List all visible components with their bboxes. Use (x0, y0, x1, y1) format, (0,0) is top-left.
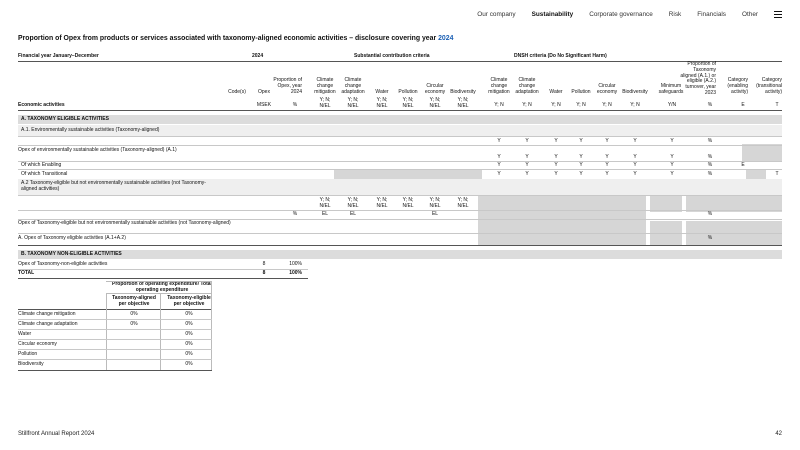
unit-dnsh-2: Y; N (522, 102, 532, 108)
hamburger-menu-icon[interactable] (774, 11, 782, 18)
unit-dnsh-3: Y; N (551, 102, 561, 108)
en-y-3: Y (554, 162, 558, 168)
unit-sc-2: Y; N; N/EL (347, 97, 359, 109)
a1-pct: % (707, 138, 713, 144)
unit-dnsh-1: Y; N (494, 102, 504, 108)
tr-y-6: Y (633, 171, 637, 177)
dnsh-criteria-header: DNSH criteria (Do No Significant Harm) (514, 53, 607, 59)
nav-corporate-governance[interactable]: Corporate governance (589, 11, 653, 18)
summary-row-4-label: Pollution (18, 351, 38, 357)
col-code: Code(s) (228, 89, 246, 95)
a2-opt-1: Y; N; N/EL (319, 197, 331, 209)
col-sc-climate-mitigation: Climate change mitigation (314, 77, 336, 95)
summary-row-3-eligible: 0% (185, 341, 193, 347)
a2-opt-4: Y; N; N/EL (402, 197, 414, 209)
col-proportion-2023: Proportion of Taxonomy aligned (A.1.) or eligible (A.2.) turnover, year 2023 (680, 61, 716, 96)
a1-y-1: Y (497, 138, 501, 144)
a1-y-3: Y (554, 138, 558, 144)
row-opex-eligible-label: Opex of Taxonomy-eligible but not environmentally sustainable activities (not Taxonomy-aligned) (18, 220, 231, 226)
en-y-6: Y (633, 162, 637, 168)
en-e: E (741, 162, 745, 168)
a1t-pct: % (707, 154, 713, 160)
summary-col-eligible: Taxonomy-eligible per objective (167, 295, 211, 307)
col-proportion: Proportion of Opex, year 2024 (273, 77, 302, 95)
a2-opt-6: Y; N; N/EL (457, 197, 469, 209)
unit-sc-3: Y; N; N/EL (376, 97, 388, 109)
section-a2-heading: A.2 Taxonomy-eligible but not environmentally sustainable activities (not Taxonomy-aligned activities) (21, 180, 206, 192)
summary-row-1-label: Climate change adaptation (18, 321, 78, 327)
summary-row-0-eligible: 0% (185, 311, 193, 317)
tr-t: T (775, 171, 779, 177)
tr-y-3: Y (554, 171, 558, 177)
tr-y-4: Y (579, 171, 583, 177)
en-pct: % (707, 162, 713, 168)
summary-row-5-label: Biodiversity (18, 361, 44, 367)
unit-enabling: E (741, 102, 745, 108)
row-a-total-label: A. Opex of Taxonomy eligible activities (A.1+A.2) (18, 235, 126, 241)
col-category-enabling: Category (enabling activity) (727, 77, 748, 95)
row-opex-aligned-label: Opex of environmentally sustainable activities (Taxonomy-aligned) (A.1) (18, 147, 177, 153)
row-total-label: TOTAL (18, 270, 35, 276)
page-title (18, 35, 453, 42)
financial-year-label: Financial year January–December (18, 53, 99, 59)
col-sc-circular-economy: Circular economy (424, 83, 446, 95)
unit-transitional: T (775, 102, 779, 108)
nav-risk[interactable]: Risk (668, 11, 682, 18)
a1t-y-6: Y (633, 154, 637, 160)
col-dnsh-climate-adaptation: Climate change adaptation (515, 77, 539, 95)
row-non-eligible-pct: 100% (289, 261, 302, 267)
row-total-opex: 8 (262, 270, 266, 276)
col-dnsh-circular-economy: Circular economy (596, 83, 618, 95)
a2-opt-5: Y; N; N/EL (429, 197, 441, 209)
a1-y-4: Y (579, 138, 583, 144)
en-y-5: Y (605, 162, 609, 168)
substantial-criteria-header: Substantial contribution criteria (354, 53, 430, 59)
row-non-eligible-opex: 8 (262, 261, 266, 267)
col-sc-water: Water (375, 89, 389, 95)
row-non-eligible-label: Opex of Taxonomy-non-eligible activities (18, 261, 108, 267)
tr-pct: % (707, 171, 713, 177)
summary-row-0-label: Climate change mitigation (18, 311, 76, 317)
unit-min-safe: Y/N (667, 102, 677, 108)
tr-y-2: Y (525, 171, 529, 177)
nav-sustainability[interactable]: Sustainability (531, 11, 574, 18)
a-total-pct: % (707, 235, 713, 241)
col-sc-climate-adaptation: Climate change adaptation (341, 77, 365, 95)
nav-our-company[interactable]: Our company (477, 11, 516, 18)
section-b-heading: B. TAXONOMY NON-ELIGIBLE ACTIVITIES (21, 251, 122, 257)
summary-col-aligned: Taxonomy-aligned per objective (112, 295, 156, 307)
a1-y-2: Y (525, 138, 529, 144)
year-column-label: 2024 (252, 53, 264, 59)
unit-dnsh-4: Y; N (576, 102, 586, 108)
nav-other[interactable]: Other (742, 11, 758, 18)
summary-row-1-aligned: 0% (130, 321, 138, 327)
a2-opt-3: Y; N; N/EL (376, 197, 388, 209)
unit-sc-6: Y; N; N/EL (457, 97, 469, 109)
col-dnsh-biodiversity: Biodiversity (622, 89, 648, 95)
en-y-1: Y (497, 162, 501, 168)
en-y-min: Y (670, 162, 674, 168)
a2-opt-2: Y; N; N/EL (347, 197, 359, 209)
en-y-4: Y (579, 162, 583, 168)
top-nav (477, 11, 782, 18)
unit-sc-1: Y; N; N/EL (319, 97, 331, 109)
row-enabling-label: Of which Enabling (21, 162, 62, 168)
tr-y-5: Y (605, 171, 609, 177)
unit-prev: % (707, 102, 713, 108)
a1-y-min: Y (670, 138, 674, 144)
a1t-y-min: Y (670, 154, 674, 160)
summary-table (18, 281, 218, 371)
unit-dnsh-5: Y; N (602, 102, 612, 108)
nav-financials[interactable]: Financials (697, 11, 727, 18)
col-dnsh-pollution: Pollution (571, 89, 591, 95)
summary-row-0-aligned: 0% (130, 311, 138, 317)
unit-opex: MSEK (256, 102, 272, 108)
unit-sc-4: Y; N; N/EL (402, 97, 414, 109)
row-total-pct: 100% (289, 270, 302, 276)
summary-row-1-eligible: 0% (185, 321, 193, 327)
summary-row-2-label: Water (18, 331, 32, 337)
col-dnsh-climate-mitigation: Climate change mitigation (488, 77, 510, 95)
summary-row-2-eligible: 0% (185, 331, 193, 337)
en-y-2: Y (525, 162, 529, 168)
a1t-y-3: Y (554, 154, 558, 160)
a2-el-5: EL (431, 211, 439, 217)
a1-y-5: Y (605, 138, 609, 144)
row-transitional-label: Of which Transitional (21, 171, 68, 177)
opex-taxonomy-table (18, 52, 782, 282)
tr-y-min: Y (670, 171, 674, 177)
unit-sc-5: Y; N; N/EL (429, 97, 441, 109)
section-a-heading: A. TAXONOMY ELIGIBLE ACTIVITIES (21, 116, 109, 122)
col-category-transitional: Category (transitional activity) (756, 77, 782, 95)
footer-report-name: Stillfront Annual Report 2024 (18, 431, 95, 437)
col-dnsh-water: Water (549, 89, 563, 95)
col-sc-pollution: Pollution (398, 89, 418, 95)
tr-y-1: Y (497, 171, 501, 177)
footer-page-number: 42 (775, 431, 782, 437)
a2-el-prev-pct: % (707, 211, 713, 217)
unit-dnsh-6: Y; N (630, 102, 640, 108)
a2-el-2: EL (349, 211, 357, 217)
a1t-y-2: Y (525, 154, 529, 160)
section-a1-heading: A.1. Environmentally sustainable activities (Taxonomy-aligned) (21, 127, 160, 133)
page-title-year: 2024 (438, 35, 454, 42)
page-title-text: Proportion of Opex from products or services associated with taxonomy-aligned economic activities – disclosure covering year (18, 35, 437, 42)
a1-y-6: Y (633, 138, 637, 144)
a1t-y-5: Y (605, 154, 609, 160)
col-minimum-safeguards: Minimum safeguards (658, 83, 684, 95)
economic-activities-label: Economic activities (18, 102, 65, 108)
a1t-y-4: Y (579, 154, 583, 160)
summary-row-3-label: Circular economy (18, 341, 57, 347)
col-sc-biodiversity: Biodiversity (450, 89, 476, 95)
unit-proportion: % (292, 102, 298, 108)
a2-el-1: EL (321, 211, 329, 217)
col-opex: Opex (258, 89, 270, 95)
a1t-y-1: Y (497, 154, 501, 160)
summary-title: Proportion of operating expenditure/ Total operating expenditure (112, 281, 212, 293)
summary-row-5-eligible: 0% (185, 361, 193, 367)
summary-row-4-eligible: 0% (185, 351, 193, 357)
a2-el-pct: % (292, 211, 298, 217)
